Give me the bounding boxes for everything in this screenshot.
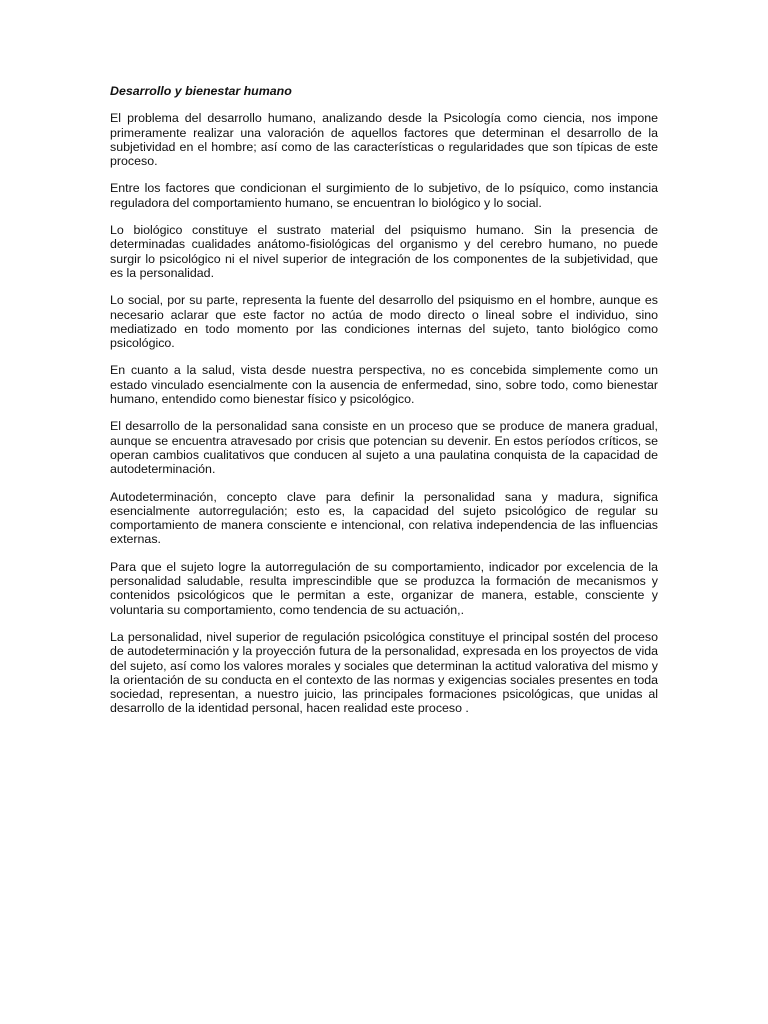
paragraph-9: La personalidad, nivel superior de regulación psicológica constituye el principal sostén del proceso de autodeterminación y la proyección futura de la personalidad, expresada en los proyectos de vida del sujeto, así como los valores morales y sociales que determinan la actitud valorativa del mismo y la orientación de su conducta en el contexto de las normas y exigencias sociales presentes en toda sociedad, representan, a nuestro juicio, las principales formaciones psicológicas, que unidas al desarrollo de la identidad personal, hacen realidad este proceso . <box>110 629 658 716</box>
paragraph-6: El desarrollo de la personalidad sana consiste en un proceso que se produce de manera gradual, aunque se encuentra atravesado por crisis que potencian su devenir. En estos períodos críticos, se operan cambios cualitativos que conducen al sujeto a una paulatina conquista de la capacidad de autodeterminación. <box>110 419 658 477</box>
paragraph-4: Lo social, por su parte, representa la fuente del desarrollo del psiquismo en el hombre, aunque es necesario aclarar que este factor no actúa de modo directo o lineal sobre el individuo, sino mediatizado en todo momento por las condiciones internas del sujeto, tanto biológico como psicológico. <box>110 293 658 351</box>
document-body <box>110 84 658 729</box>
paragraph-7: Autodeterminación, concepto clave para definir la personalidad sana y madura, significa esencialmente autorregulación; esto es, la capacidad del sujeto psicológico de regular su comportamiento de manera consciente e intencional, con relativa independencia de las influencias externas. <box>110 489 658 547</box>
paragraph-8: Para que el sujeto logre la autorregulación de su comportamiento, indicador por excelencia de la personalidad saludable, resulta imprescindible que se produzca la formación de mecanismos y contenidos psicológicos que le permitan a este, organizar de manera, estable, consciente y voluntaria su comportamiento, como tendencia de su actuación,. <box>110 559 658 617</box>
paragraph-2: Entre los factores que condicionan el surgimiento de lo subjetivo, de lo psíquico, como instancia reguladora del comportamiento humano, se encuentran lo biológico y lo social. <box>110 181 658 210</box>
paragraph-3: Lo biológico constituye el sustrato material del psiquismo humano. Sin la presencia de determinadas cualidades anátomo-fisiológicas del organismo y del cerebro humano, no puede surgir lo psicológico ni el nivel superior de integración de los componentes de la subjetividad, que es la personalidad. <box>110 223 658 280</box>
paragraph-1: El problema del desarrollo humano, analizando desde la Psicología como ciencia, nos impone primeramente realizar una valoración de aquellos factores que determinan el desarrollo de la subjetividad en el hombre; así como de las características o regularidades que son típicas de este proceso. <box>110 111 658 169</box>
paragraph-5: En cuanto a la salud, vista desde nuestra perspectiva, no es concebida simplemente como un estado vinculado esencialmente con la ausencia de enfermedad, sino, sobre todo, como bienestar humano, entendido como bienestar físico y psicológico. <box>110 363 658 407</box>
document-title: Desarrollo y bienestar humano <box>110 84 292 98</box>
